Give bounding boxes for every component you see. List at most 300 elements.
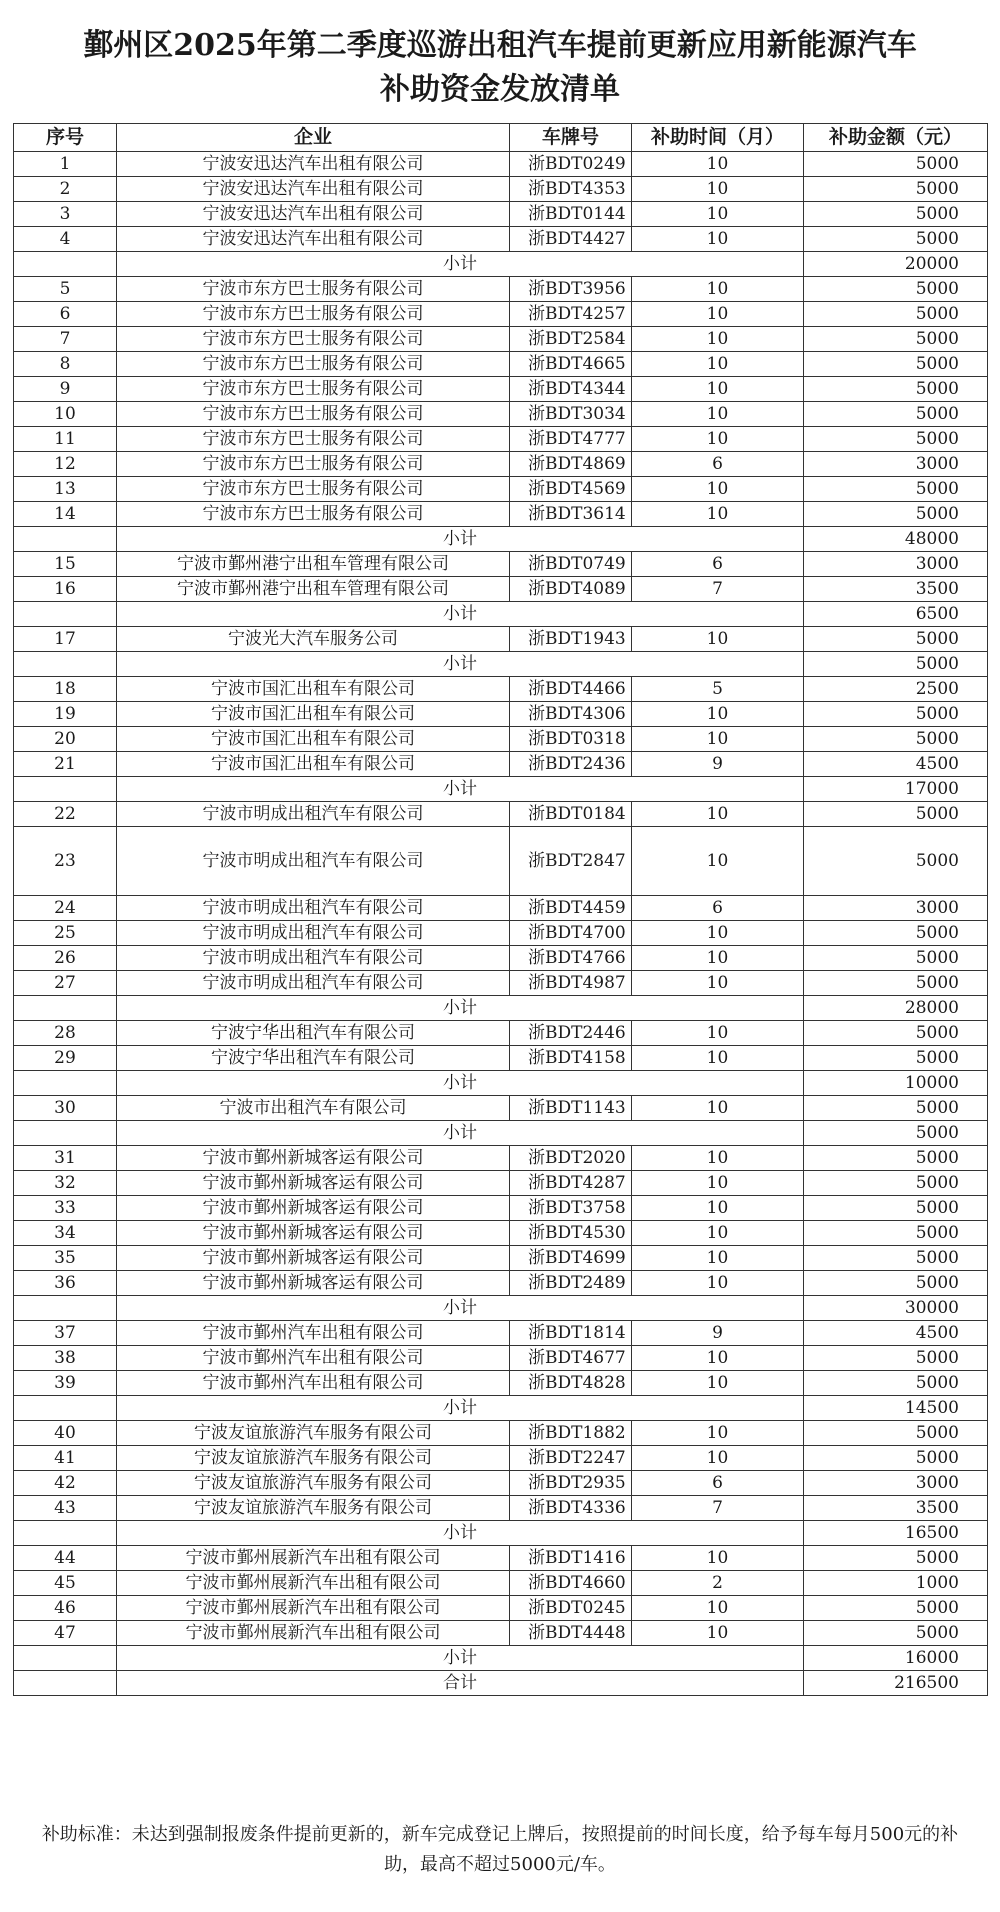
cell-plate: 浙BDT2584 xyxy=(510,327,632,352)
cell-amount: 5000 xyxy=(804,1596,988,1621)
cell-plate: 浙BDT4869 xyxy=(510,452,632,477)
cell-company: 宁波市鄞州汽车出租有限公司 xyxy=(117,1371,510,1396)
cell-company: 宁波市鄞州新城客运有限公司 xyxy=(117,1196,510,1221)
cell-plate: 浙BDT4987 xyxy=(510,971,632,996)
table-row xyxy=(14,752,988,777)
cell-plate: 浙BDT3956 xyxy=(510,277,632,302)
cell-amount: 5000 xyxy=(804,627,988,652)
cell-months: 10 xyxy=(632,1346,804,1371)
cell-no: 3 xyxy=(14,202,117,227)
cell-months: 10 xyxy=(632,1371,804,1396)
table-row xyxy=(14,1321,988,1346)
cell-subtotal-amount: 17000 xyxy=(804,777,988,802)
cell-months: 10 xyxy=(632,827,804,896)
cell-company: 宁波安迅达汽车出租有限公司 xyxy=(117,227,510,252)
table-row xyxy=(14,377,988,402)
cell-no: 2 xyxy=(14,177,117,202)
table-row xyxy=(14,946,988,971)
cell-no: 17 xyxy=(14,627,117,652)
cell-company: 宁波安迅达汽车出租有限公司 xyxy=(117,152,510,177)
cell-subtotal-label: 小计 xyxy=(117,1396,804,1421)
cell-no: 23 xyxy=(14,827,117,896)
table-row xyxy=(14,1246,988,1271)
cell-company: 宁波市国汇出租车有限公司 xyxy=(117,752,510,777)
table-row xyxy=(14,1621,988,1646)
cell-no: 40 xyxy=(14,1421,117,1446)
cell-months: 10 xyxy=(632,427,804,452)
cell-amount: 3000 xyxy=(804,452,988,477)
cell-no: 1 xyxy=(14,152,117,177)
cell-subtotal-amount: 10000 xyxy=(804,1071,988,1096)
header-amount: 补助金额（元） xyxy=(804,124,988,152)
table-row xyxy=(14,727,988,752)
cell-blank xyxy=(14,1296,117,1321)
cell-amount: 1000 xyxy=(804,1571,988,1596)
table-row xyxy=(14,1421,988,1446)
cell-no: 35 xyxy=(14,1246,117,1271)
cell-plate: 浙BDT4089 xyxy=(510,577,632,602)
cell-subtotal-label: 小计 xyxy=(117,996,804,1021)
cell-company: 宁波友谊旅游汽车服务有限公司 xyxy=(117,1421,510,1446)
cell-months: 10 xyxy=(632,1146,804,1171)
cell-no: 30 xyxy=(14,1096,117,1121)
cell-blank xyxy=(14,527,117,552)
cell-plate: 浙BDT0749 xyxy=(510,552,632,577)
cell-blank xyxy=(14,652,117,677)
cell-plate: 浙BDT2446 xyxy=(510,1021,632,1046)
cell-amount: 4500 xyxy=(804,752,988,777)
cell-blank xyxy=(14,777,117,802)
cell-months: 10 xyxy=(632,702,804,727)
subtotal-row xyxy=(14,1296,988,1321)
cell-no: 13 xyxy=(14,477,117,502)
cell-plate: 浙BDT4158 xyxy=(510,1046,632,1071)
cell-plate: 浙BDT2847 xyxy=(510,827,632,896)
cell-amount: 3000 xyxy=(804,552,988,577)
table-row xyxy=(14,1271,988,1296)
cell-company: 宁波市鄞州港宁出租车管理有限公司 xyxy=(117,577,510,602)
cell-no: 22 xyxy=(14,802,117,827)
cell-months: 10 xyxy=(632,277,804,302)
cell-months: 10 xyxy=(632,627,804,652)
cell-subtotal-amount: 5000 xyxy=(804,1121,988,1146)
cell-plate: 浙BDT4665 xyxy=(510,352,632,377)
cell-company: 宁波友谊旅游汽车服务有限公司 xyxy=(117,1496,510,1521)
cell-subtotal-amount: 30000 xyxy=(804,1296,988,1321)
cell-no: 14 xyxy=(14,502,117,527)
cell-company: 宁波市鄞州港宁出租车管理有限公司 xyxy=(117,552,510,577)
page-title: 鄞州区2025年第二季度巡游出租汽车提前更新应用新能源汽车 xyxy=(83,28,917,63)
cell-company: 宁波市鄞州展新汽车出租有限公司 xyxy=(117,1546,510,1571)
cell-months: 10 xyxy=(632,177,804,202)
cell-months: 10 xyxy=(632,202,804,227)
cell-company: 宁波市东方巴士服务有限公司 xyxy=(117,277,510,302)
table-row xyxy=(14,1021,988,1046)
cell-blank xyxy=(14,1521,117,1546)
cell-months: 10 xyxy=(632,1171,804,1196)
cell-no: 47 xyxy=(14,1621,117,1646)
cell-plate: 浙BDT4257 xyxy=(510,302,632,327)
cell-amount: 5000 xyxy=(804,1146,988,1171)
cell-months: 5 xyxy=(632,677,804,702)
cell-plate: 浙BDT1143 xyxy=(510,1096,632,1121)
cell-no: 7 xyxy=(14,327,117,352)
header-plate: 车牌号 xyxy=(510,124,632,152)
cell-amount: 2500 xyxy=(804,677,988,702)
cell-no: 43 xyxy=(14,1496,117,1521)
cell-no: 20 xyxy=(14,727,117,752)
cell-no: 41 xyxy=(14,1446,117,1471)
table-row xyxy=(14,177,988,202)
cell-no: 16 xyxy=(14,577,117,602)
cell-no: 6 xyxy=(14,302,117,327)
cell-amount: 5000 xyxy=(804,971,988,996)
cell-plate: 浙BDT4660 xyxy=(510,1571,632,1596)
table-row xyxy=(14,427,988,452)
cell-no: 42 xyxy=(14,1471,117,1496)
cell-company: 宁波市明成出租汽车有限公司 xyxy=(117,921,510,946)
cell-plate: 浙BDT2247 xyxy=(510,1446,632,1471)
table-row xyxy=(14,802,988,827)
cell-subtotal-label: 小计 xyxy=(117,1521,804,1546)
cell-company: 宁波宁华出租汽车有限公司 xyxy=(117,1021,510,1046)
cell-plate: 浙BDT4700 xyxy=(510,921,632,946)
cell-plate: 浙BDT2436 xyxy=(510,752,632,777)
cell-plate: 浙BDT3758 xyxy=(510,1196,632,1221)
cell-no: 38 xyxy=(14,1346,117,1371)
table-row xyxy=(14,921,988,946)
cell-no: 11 xyxy=(14,427,117,452)
subsidy-table xyxy=(13,123,988,1696)
cell-no: 39 xyxy=(14,1371,117,1396)
subtotal-row xyxy=(14,252,988,277)
cell-months: 10 xyxy=(632,921,804,946)
cell-plate: 浙BDT4427 xyxy=(510,227,632,252)
cell-amount: 5000 xyxy=(804,727,988,752)
cell-amount: 5000 xyxy=(804,327,988,352)
cell-company: 宁波友谊旅游汽车服务有限公司 xyxy=(117,1446,510,1471)
table-row xyxy=(14,502,988,527)
cell-amount: 5000 xyxy=(804,702,988,727)
table-row xyxy=(14,1171,988,1196)
cell-plate: 浙BDT4336 xyxy=(510,1496,632,1521)
page-subtitle: 补助资金发放清单 xyxy=(380,72,620,107)
table-row xyxy=(14,402,988,427)
cell-no: 25 xyxy=(14,921,117,946)
cell-no: 12 xyxy=(14,452,117,477)
cell-no: 4 xyxy=(14,227,117,252)
cell-amount: 5000 xyxy=(804,1196,988,1221)
cell-amount: 4500 xyxy=(804,1321,988,1346)
cell-company: 宁波市东方巴士服务有限公司 xyxy=(117,302,510,327)
cell-amount: 5000 xyxy=(804,1021,988,1046)
cell-months: 7 xyxy=(632,577,804,602)
cell-no: 10 xyxy=(14,402,117,427)
cell-months: 10 xyxy=(632,302,804,327)
cell-company: 宁波市出租汽车有限公司 xyxy=(117,1096,510,1121)
cell-subtotal-label: 小计 xyxy=(117,252,804,277)
cell-months: 10 xyxy=(632,1546,804,1571)
table-row xyxy=(14,627,988,652)
cell-no: 8 xyxy=(14,352,117,377)
cell-company: 宁波市国汇出租车有限公司 xyxy=(117,727,510,752)
cell-no: 37 xyxy=(14,1321,117,1346)
subsidy-standard-note: 补助标准：未达到强制报废条件提前更新的，新车完成登记上牌后，按照提前的时间长度，给予每车每月500元的补助，最高不超过5000元/车。 xyxy=(41,1824,959,1875)
cell-plate: 浙BDT4344 xyxy=(510,377,632,402)
table-row xyxy=(14,1546,988,1571)
cell-months: 10 xyxy=(632,1421,804,1446)
cell-subtotal-label: 小计 xyxy=(117,1646,804,1671)
cell-subtotal-amount: 6500 xyxy=(804,602,988,627)
cell-subtotal-amount: 5000 xyxy=(804,652,988,677)
cell-subtotal-label: 小计 xyxy=(117,1071,804,1096)
cell-months: 10 xyxy=(632,1596,804,1621)
cell-plate: 浙BDT0318 xyxy=(510,727,632,752)
cell-no: 34 xyxy=(14,1221,117,1246)
cell-months: 7 xyxy=(632,1496,804,1521)
cell-subtotal-amount: 14500 xyxy=(804,1396,988,1421)
cell-plate: 浙BDT4530 xyxy=(510,1221,632,1246)
cell-no: 45 xyxy=(14,1571,117,1596)
cell-subtotal-amount: 216500 xyxy=(804,1671,988,1696)
cell-months: 10 xyxy=(632,1246,804,1271)
cell-months: 9 xyxy=(632,1321,804,1346)
cell-company: 宁波市东方巴士服务有限公司 xyxy=(117,402,510,427)
cell-plate: 浙BDT4828 xyxy=(510,1371,632,1396)
cell-plate: 浙BDT0249 xyxy=(510,152,632,177)
cell-plate: 浙BDT3034 xyxy=(510,402,632,427)
cell-company: 宁波市东方巴士服务有限公司 xyxy=(117,327,510,352)
cell-months: 6 xyxy=(632,552,804,577)
table-row xyxy=(14,1596,988,1621)
cell-months: 10 xyxy=(632,1621,804,1646)
cell-subtotal-label: 小计 xyxy=(117,1121,804,1146)
cell-plate: 浙BDT0184 xyxy=(510,802,632,827)
cell-months: 10 xyxy=(632,1221,804,1246)
table-row xyxy=(14,327,988,352)
cell-plate: 浙BDT4777 xyxy=(510,427,632,452)
table-row xyxy=(14,1471,988,1496)
cell-subtotal-label: 小计 xyxy=(117,777,804,802)
cell-amount: 5000 xyxy=(804,152,988,177)
cell-company: 宁波市明成出租汽车有限公司 xyxy=(117,896,510,921)
cell-months: 10 xyxy=(632,1196,804,1221)
cell-plate: 浙BDT1416 xyxy=(510,1546,632,1571)
subtotal-row xyxy=(14,1121,988,1146)
cell-amount: 3000 xyxy=(804,1471,988,1496)
subtotal-row xyxy=(14,652,988,677)
cell-company: 宁波友谊旅游汽车服务有限公司 xyxy=(117,1471,510,1496)
cell-months: 10 xyxy=(632,946,804,971)
cell-amount: 5000 xyxy=(804,827,988,896)
cell-blank xyxy=(14,1671,117,1696)
cell-plate: 浙BDT0245 xyxy=(510,1596,632,1621)
cell-blank xyxy=(14,602,117,627)
subtotal-row xyxy=(14,527,988,552)
cell-months: 10 xyxy=(632,1046,804,1071)
cell-company: 宁波市东方巴士服务有限公司 xyxy=(117,477,510,502)
cell-company: 宁波安迅达汽车出租有限公司 xyxy=(117,177,510,202)
table-row xyxy=(14,227,988,252)
cell-months: 6 xyxy=(632,896,804,921)
cell-company: 宁波市国汇出租车有限公司 xyxy=(117,702,510,727)
header-company: 企业 xyxy=(117,124,510,152)
cell-company: 宁波市鄞州汽车出租有限公司 xyxy=(117,1346,510,1371)
table-row xyxy=(14,452,988,477)
table-row xyxy=(14,1146,988,1171)
header-no: 序号 xyxy=(14,124,117,152)
cell-subtotal-amount: 16000 xyxy=(804,1646,988,1671)
cell-subtotal-label: 合计 xyxy=(117,1671,804,1696)
cell-amount: 5000 xyxy=(804,921,988,946)
cell-company: 宁波市鄞州新城客运有限公司 xyxy=(117,1271,510,1296)
table-row xyxy=(14,277,988,302)
cell-amount: 3500 xyxy=(804,1496,988,1521)
cell-months: 10 xyxy=(632,352,804,377)
cell-amount: 5000 xyxy=(804,1371,988,1396)
table-row xyxy=(14,1346,988,1371)
cell-no: 29 xyxy=(14,1046,117,1071)
cell-no: 19 xyxy=(14,702,117,727)
table-row xyxy=(14,477,988,502)
cell-company: 宁波市鄞州新城客运有限公司 xyxy=(117,1246,510,1271)
cell-months: 10 xyxy=(632,152,804,177)
cell-amount: 5000 xyxy=(804,802,988,827)
table-body xyxy=(14,152,988,1696)
cell-months: 9 xyxy=(632,752,804,777)
cell-plate: 浙BDT2489 xyxy=(510,1271,632,1296)
subtotal-row xyxy=(14,1646,988,1671)
table-row xyxy=(14,1196,988,1221)
cell-months: 10 xyxy=(632,1021,804,1046)
table-row xyxy=(14,896,988,921)
cell-plate: 浙BDT1814 xyxy=(510,1321,632,1346)
cell-plate: 浙BDT3614 xyxy=(510,502,632,527)
cell-no: 26 xyxy=(14,946,117,971)
cell-amount: 5000 xyxy=(804,502,988,527)
cell-blank xyxy=(14,1071,117,1096)
cell-amount: 5000 xyxy=(804,1421,988,1446)
subtotal-row xyxy=(14,1071,988,1096)
cell-amount: 5000 xyxy=(804,477,988,502)
cell-company: 宁波宁华出租汽车有限公司 xyxy=(117,1046,510,1071)
cell-plate: 浙BDT4766 xyxy=(510,946,632,971)
cell-amount: 5000 xyxy=(804,427,988,452)
cell-no: 33 xyxy=(14,1196,117,1221)
cell-months: 10 xyxy=(632,227,804,252)
cell-plate: 浙BDT4569 xyxy=(510,477,632,502)
cell-blank xyxy=(14,1121,117,1146)
cell-no: 21 xyxy=(14,752,117,777)
cell-months: 10 xyxy=(632,377,804,402)
cell-no: 27 xyxy=(14,971,117,996)
cell-amount: 3500 xyxy=(804,577,988,602)
cell-subtotal-amount: 16500 xyxy=(804,1521,988,1546)
subtotal-row xyxy=(14,777,988,802)
cell-amount: 5000 xyxy=(804,1546,988,1571)
cell-subtotal-amount: 28000 xyxy=(804,996,988,1021)
table-row xyxy=(14,202,988,227)
grand-total-row xyxy=(14,1671,988,1696)
cell-no: 24 xyxy=(14,896,117,921)
cell-amount: 5000 xyxy=(804,1346,988,1371)
cell-no: 36 xyxy=(14,1271,117,1296)
cell-months: 10 xyxy=(632,477,804,502)
cell-months: 10 xyxy=(632,971,804,996)
cell-no: 9 xyxy=(14,377,117,402)
cell-amount: 3000 xyxy=(804,896,988,921)
cell-plate: 浙BDT4306 xyxy=(510,702,632,727)
cell-months: 10 xyxy=(632,1096,804,1121)
cell-amount: 5000 xyxy=(804,1246,988,1271)
cell-amount: 5000 xyxy=(804,1621,988,1646)
subtotal-row xyxy=(14,1521,988,1546)
cell-company: 宁波市国汇出租车有限公司 xyxy=(117,677,510,702)
cell-blank xyxy=(14,252,117,277)
table-row xyxy=(14,352,988,377)
cell-company: 宁波光大汽车服务公司 xyxy=(117,627,510,652)
cell-plate: 浙BDT1943 xyxy=(510,627,632,652)
table-row xyxy=(14,1571,988,1596)
cell-no: 46 xyxy=(14,1596,117,1621)
cell-months: 6 xyxy=(632,1471,804,1496)
cell-amount: 5000 xyxy=(804,402,988,427)
table-row xyxy=(14,827,988,896)
cell-plate: 浙BDT4287 xyxy=(510,1171,632,1196)
cell-amount: 5000 xyxy=(804,352,988,377)
table-row xyxy=(14,702,988,727)
cell-amount: 5000 xyxy=(804,1446,988,1471)
cell-months: 10 xyxy=(632,402,804,427)
cell-plate: 浙BDT0144 xyxy=(510,202,632,227)
cell-plate: 浙BDT4353 xyxy=(510,177,632,202)
cell-plate: 浙BDT1882 xyxy=(510,1421,632,1446)
cell-amount: 5000 xyxy=(804,277,988,302)
cell-months: 6 xyxy=(632,452,804,477)
cell-no: 31 xyxy=(14,1146,117,1171)
cell-months: 10 xyxy=(632,802,804,827)
cell-company: 宁波市东方巴士服务有限公司 xyxy=(117,352,510,377)
cell-company: 宁波市明成出租汽车有限公司 xyxy=(117,946,510,971)
cell-company: 宁波市东方巴士服务有限公司 xyxy=(117,427,510,452)
cell-company: 宁波市东方巴士服务有限公司 xyxy=(117,452,510,477)
cell-no: 44 xyxy=(14,1546,117,1571)
cell-plate: 浙BDT4448 xyxy=(510,1621,632,1646)
table-row xyxy=(14,1446,988,1471)
cell-months: 10 xyxy=(632,502,804,527)
cell-company: 宁波市鄞州展新汽车出租有限公司 xyxy=(117,1621,510,1646)
table-row xyxy=(14,552,988,577)
table-row xyxy=(14,971,988,996)
cell-company: 宁波市鄞州汽车出租有限公司 xyxy=(117,1321,510,1346)
table-row xyxy=(14,1496,988,1521)
cell-subtotal-label: 小计 xyxy=(117,652,804,677)
cell-amount: 5000 xyxy=(804,227,988,252)
cell-subtotal-amount: 48000 xyxy=(804,527,988,552)
cell-amount: 5000 xyxy=(804,1046,988,1071)
cell-plate: 浙BDT2935 xyxy=(510,1471,632,1496)
cell-company: 宁波市鄞州新城客运有限公司 xyxy=(117,1171,510,1196)
cell-company: 宁波市鄞州展新汽车出租有限公司 xyxy=(117,1596,510,1621)
cell-amount: 5000 xyxy=(804,946,988,971)
header-months: 补助时间（月） xyxy=(632,124,804,152)
table-row xyxy=(14,1371,988,1396)
cell-months: 2 xyxy=(632,1571,804,1596)
cell-amount: 5000 xyxy=(804,202,988,227)
cell-amount: 5000 xyxy=(804,1221,988,1246)
cell-no: 32 xyxy=(14,1171,117,1196)
cell-company: 宁波市东方巴士服务有限公司 xyxy=(117,377,510,402)
